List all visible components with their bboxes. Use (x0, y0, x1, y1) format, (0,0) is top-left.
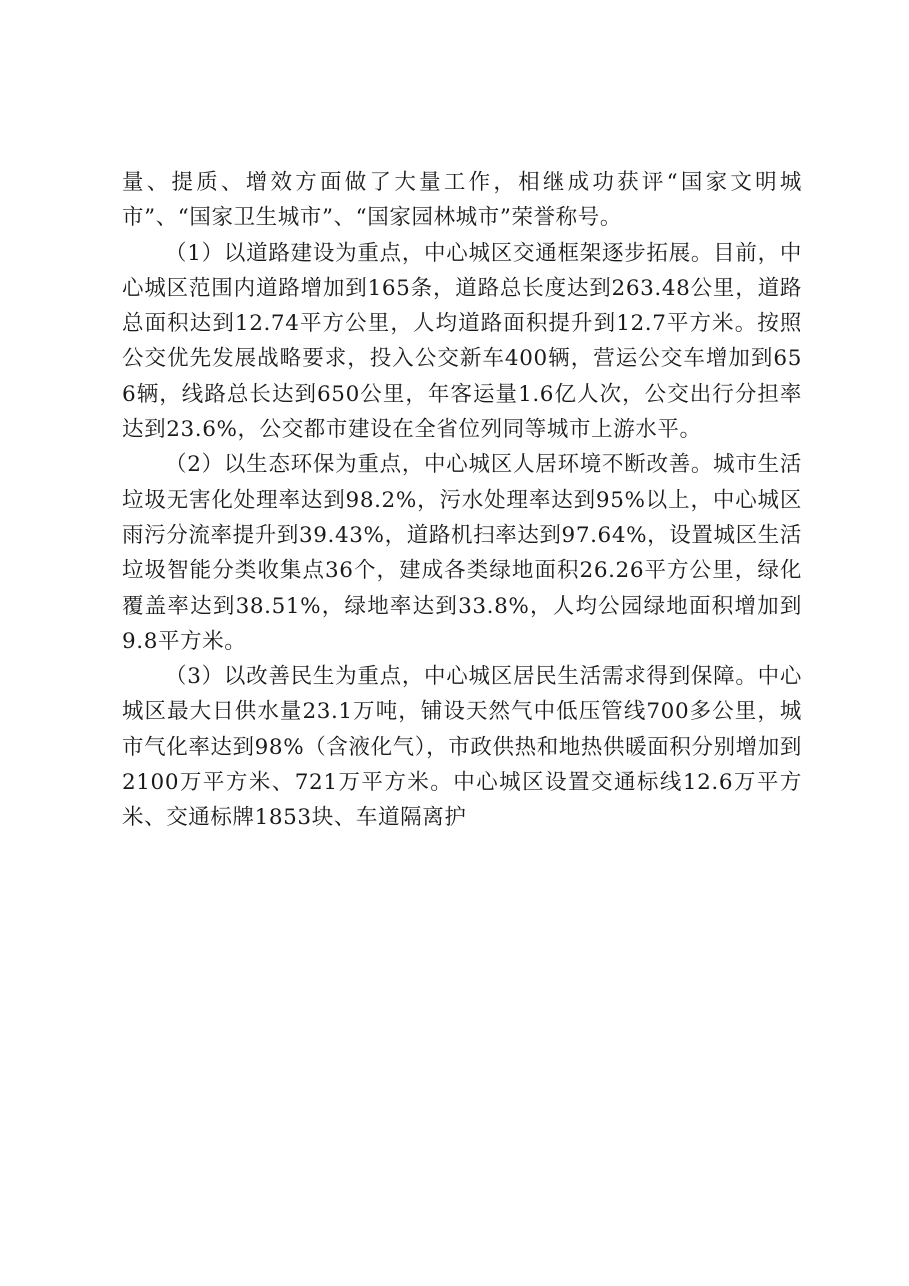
paragraph-continuation: 量、提质、增效方面做了大量工作，相继成功获评“国家文明城市”、“国家卫生城市”、“国家园林城市”荣誉称号。 (122, 170, 802, 231)
document-body (122, 165, 802, 836)
paragraph-livelihood: （3）以改善民生为重点，中心城区居民生活需求得到保障。中心城区最大日供水量23.1万吨，铺设天然气中低压管线700多公里，城市气化率达到98%（含液化气），市政供热和地热供暖面积分别增加到2100万平方米、721万平方米。中心城区设置交通标线12.6万平方米、交通标牌1853块、车道隔离护 (122, 664, 802, 831)
paragraph-ecology: （2）以生态环保为重点，中心城区人居环境不断改善。城市生活垃圾无害化处理率达到98.2%，污水处理率达到95%以上，中心城区雨污分流率提升到39.43%，道路机扫率达到97.64%，设置城区生活垃圾智能分类收集点36个，建成各类绿地面积26.26平方公里，绿化覆盖率达到38.51%，绿地率达到33.8%，人均公园绿地面积增加到9.8平方米。 (122, 452, 802, 654)
paragraph-road-construction: （1）以道路建设为重点，中心城区交通框架逐步拓展。目前，中心城区范围内道路增加到165条，道路总长度达到263.48公里，道路总面积达到12.74平方公里，人均道路面积提升到12.7平方米。按照公交优先发展战略要求，投入公交新车400辆，营运公交车增加到656辆，线路总长达到650公里，年客运量1.6亿人次，公交出行分担率达到23.6%，公交都市建设在全省位列同等城市上游水平。 (122, 240, 802, 443)
